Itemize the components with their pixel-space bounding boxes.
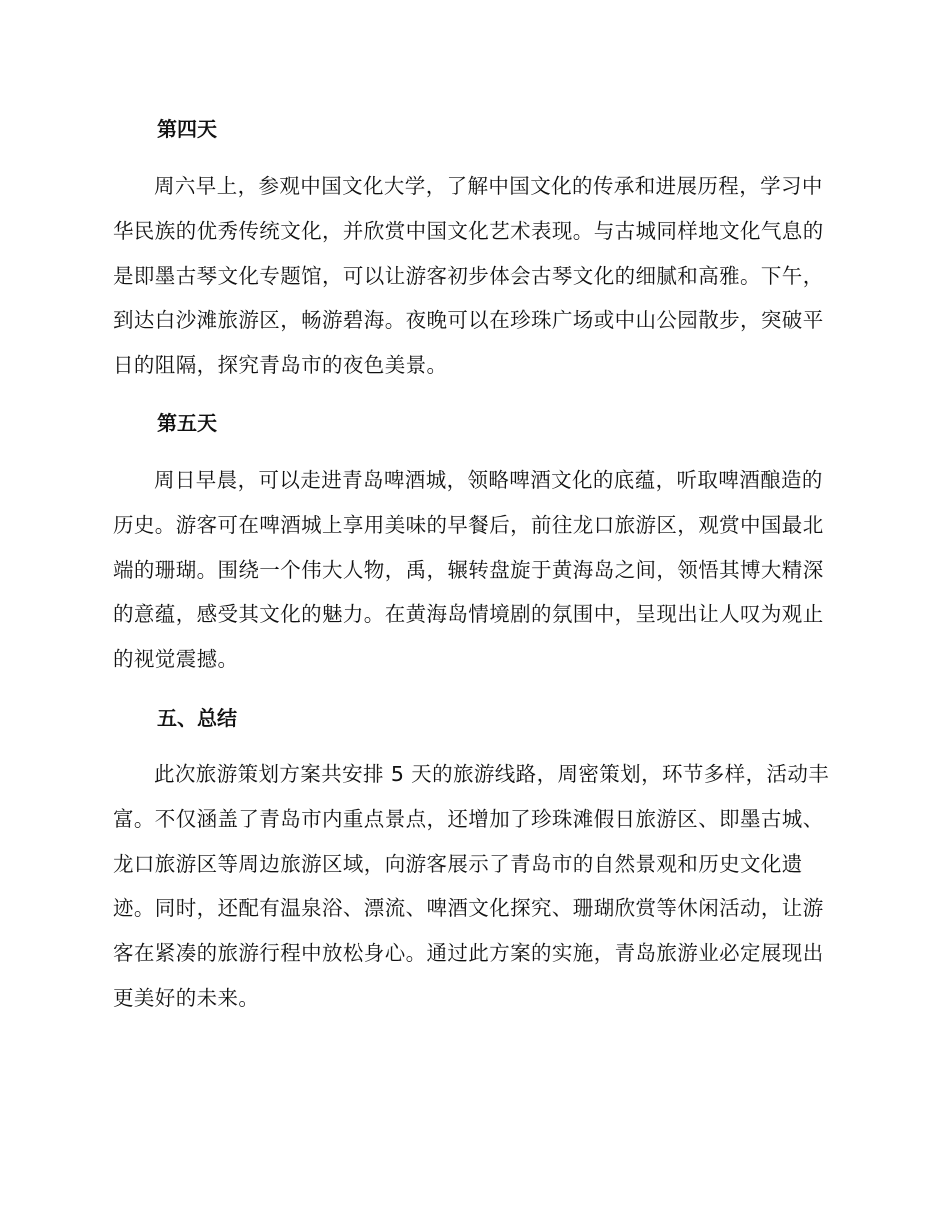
section-heading-day-five: 第五天 [157,411,217,435]
section-paragraph-day-four: 周六早上，参观中国文化大学，了解中国文化的传承和进展历程，学习中华民族的优秀传统文化，并欣赏中国文化艺术表现。与古城同样地文化气息的是即墨古琴文化专题馆，可以让游客初步体会古琴文化的细腻和高雅。下午，到达白沙滩旅游区，畅游碧海。夜晚可以在珍珠广场或中山公园散步，突破平日的阻隔，探究青岛市的夜色美景。 [113,174,824,378]
section-heading-summary: 五、总结 [157,706,237,730]
section-paragraph-summary: 此次旅游策划方案共安排 5 天的旅游线路，周密策划，环节多样，活动丰富。不仅涵盖了青岛市内重点景点，还增加了珍珠滩假日旅游区、即墨古城、龙口旅游区等周边旅游区域，向游客展示了青岛市的自然景观和历史文化遗迹。同时，还配有温泉浴、漂流、啤酒文化探究、珊瑚欣赏等休闲活动，让游客在紧凑的旅游行程中放松身心。通过此方案的实施，青岛旅游业必定展现出更美好的未来。 [113,762,830,1010]
section-paragraph-day-five: 周日早晨，可以走进青岛啤酒城，领略啤酒文化的底蕴，听取啤酒酿造的历史。游客可在啤酒城上享用美味的早餐后，前往龙口旅游区，观赏中国最北端的珊瑚。围绕一个伟大人物，禹，辗转盘旋于黄海岛之间，领悟其博大精深的意蕴，感受其文化的魅力。在黄海岛情境剧的氛围中，呈现出让人叹为观止的视觉震撼。 [113,468,824,672]
section-heading-day-four: 第四天 [157,117,217,141]
